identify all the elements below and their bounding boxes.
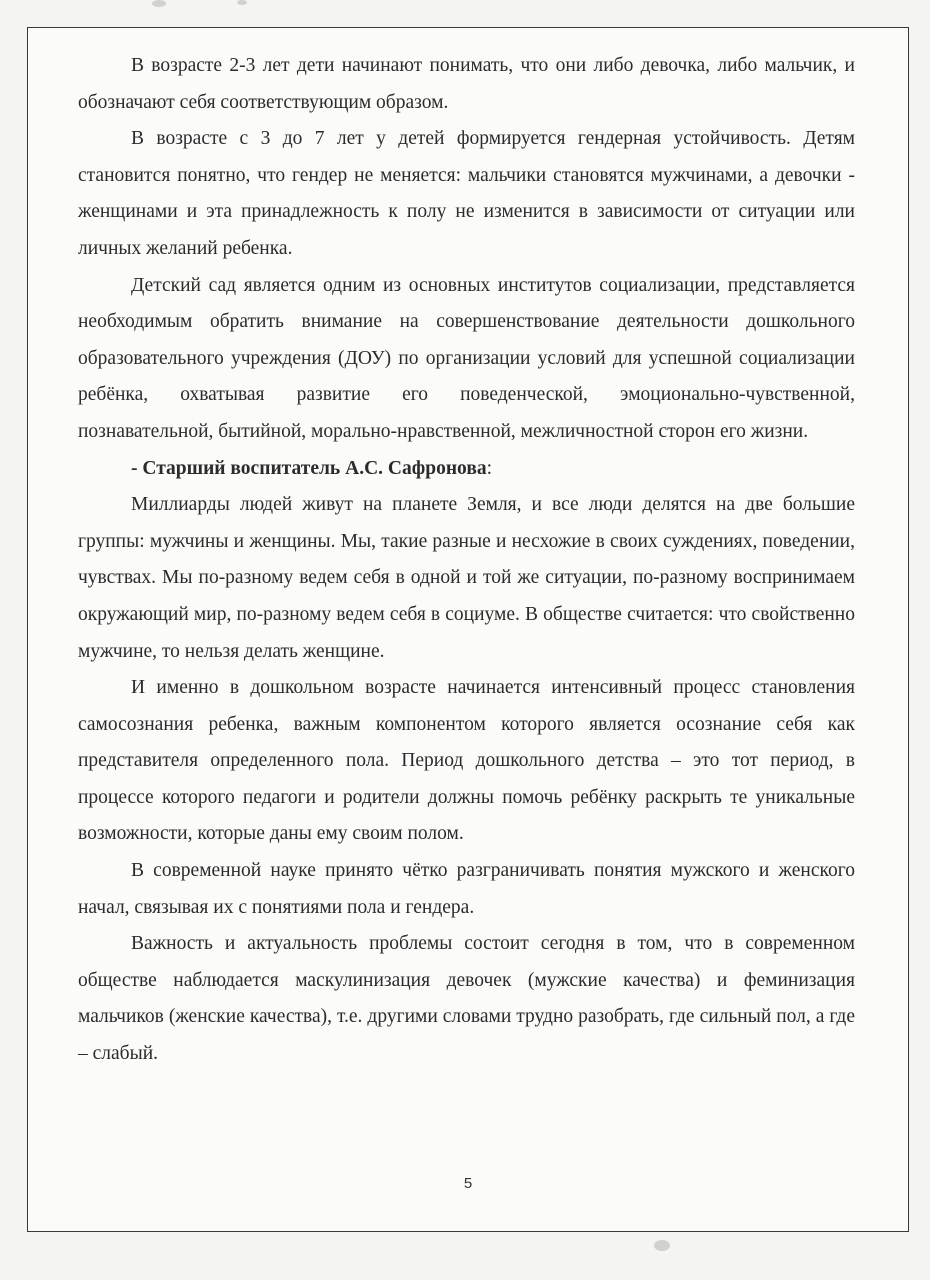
document-body [78, 48, 855, 1073]
speaker-name: - Старший воспитатель А.С. Сафронова [131, 457, 487, 479]
speaker-colon: : [486, 457, 493, 479]
paragraph-billions: Миллиарды людей живут на планете Земля, и все люди делятся на две большие группы: мужчины и женщины. Мы, такие разные и несхожие в своих суждениях, поведении, чувствах. Мы по-разному ведем себя в одной и той же ситуации, по-разному воспринимаем окружающий мир, по-разному ведем себя в социуме. В обществе считается: что свойственно мужчине, то нельзя делать женщине. [78, 494, 855, 662]
paragraph-preschool-age: И именно в дошкольном возрасте начинается интенсивный процесс становления самосознания ребенка, важным компонентом которого является осознание себя как представителя определенного пола. Период дошкольного детства – это тот период, в процессе которого педагоги и родители должны помочь ребёнку раскрыть те уникальные возможности, которые даны ему своим полом. [78, 677, 855, 845]
scan-blot-bottom [654, 1240, 670, 1251]
paragraph-age-2-3: В возрасте 2-3 лет дети начинают понимать, что они либо девочка, либо мальчик, и обозначают себя соответствующим образом. [78, 55, 855, 113]
speaker-heading [78, 451, 855, 488]
scan-blot-top [152, 0, 166, 7]
page-frame [27, 27, 909, 1232]
scan-blot-top-right [237, 0, 247, 5]
paragraph-modern-science: В современной науке принято чётко разграничивать понятия мужского и женского начал, связывая их с понятиями пола и гендера. [78, 860, 855, 918]
page-number: 5 [463, 1175, 473, 1192]
paragraph-relevance: Важность и актуальность проблемы состоит сегодня в том, что в современном обществе наблюдается маскулинизация девочек (мужские качества) и феминизация мальчиков (женские качества), т.е. другими словами трудно разобрать, где сильный пол, а где – слабый. [78, 933, 855, 1065]
paragraph-kindergarten: Детский сад является одним из основных институтов социализации, представляется необходимым обратить внимание на совершенствование деятельности дошкольного образовательного учреждения (ДОУ) по организации условий для успешной социализации ребёнка, охватывая развитие его поведенческой, эмоционально-чувственной, познавательной, бытийной, морально-нравственной, межличностной сторон его жизни. [78, 274, 855, 442]
paragraph-age-3-7: В возрасте с 3 до 7 лет у детей формируется гендерная устойчивость. Детям становится понятно, что гендер не меняется: мальчики становятся мужчинами, а девочки - женщинами и эта принадлежность к полу не изменится в зависимости от ситуации или личных желаний ребенка. [78, 128, 855, 259]
